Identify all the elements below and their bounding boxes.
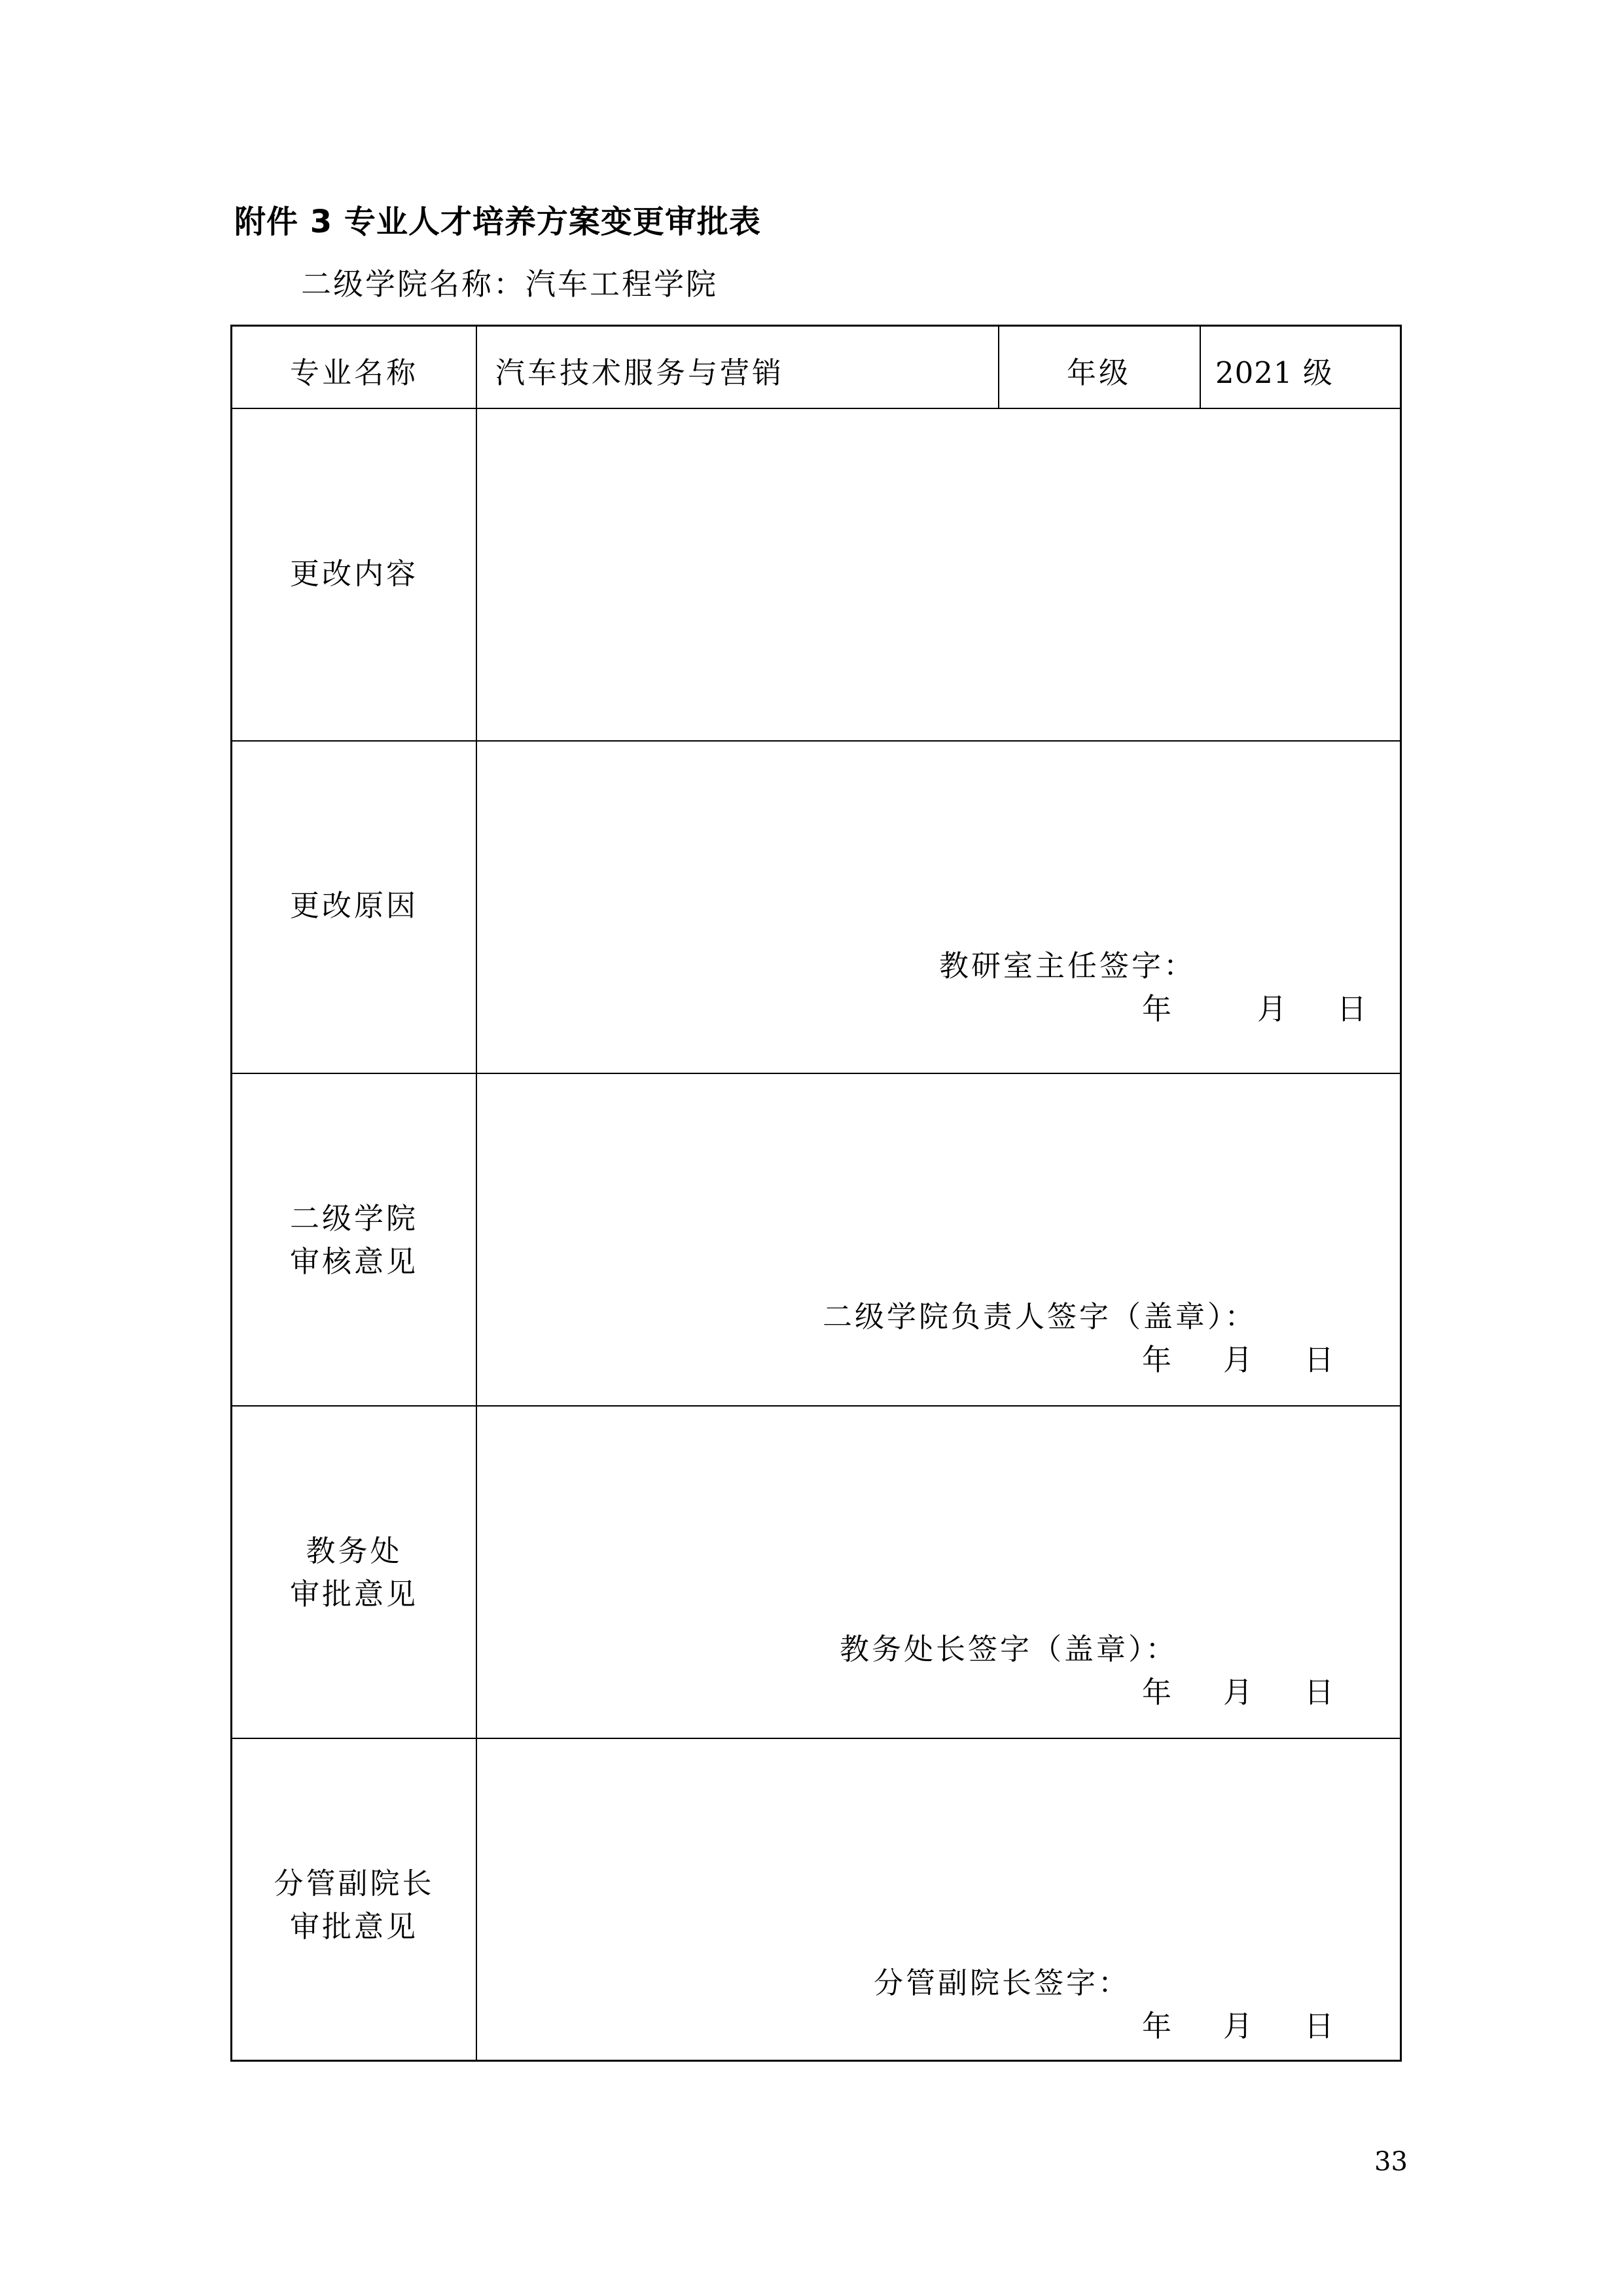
date-day: 日 <box>1304 2009 1334 2043</box>
vice-president-approval-label <box>232 1862 476 1948</box>
date-month: 月 <box>1223 2009 1253 2043</box>
college-review-date <box>1142 1336 1391 1375</box>
date-month: 月 <box>1223 1342 1253 1377</box>
change-reason-label <box>232 884 476 927</box>
page-number: 33 <box>1374 2147 1408 2177</box>
column-divider <box>476 327 477 2061</box>
college-review-label-line1: 二级学院 <box>289 1201 418 1236</box>
academic-affairs-label-line2: 审批意见 <box>289 1577 418 1611</box>
change-reason-date <box>1142 985 1391 1024</box>
vice-president-label-line1: 分管副院长 <box>274 1866 435 1901</box>
college-review-label-line2: 审核意见 <box>289 1244 418 1279</box>
date-year: 年 <box>1142 2009 1172 2043</box>
vice-president-label-line2: 审批意见 <box>289 1909 418 1944</box>
row-divider <box>232 740 1400 742</box>
row-divider <box>232 1405 1400 1407</box>
vice-president-date <box>1142 2002 1391 2041</box>
college-review-label <box>232 1197 476 1283</box>
row-divider <box>232 1073 1400 1074</box>
major-name-value: 汽车技术服务与营销 <box>495 355 785 390</box>
academic-affairs-approval-label <box>232 1530 476 1616</box>
row-divider <box>232 408 1400 409</box>
document-title: 附件 3 专业人才培养方案变更审批表 <box>234 204 761 240</box>
date-month: 月 <box>1257 992 1287 1026</box>
date-year: 年 <box>1142 1675 1172 1710</box>
vice-president-signature: 分管副院长签字： <box>874 1965 1131 2000</box>
date-year: 年 <box>1142 992 1172 1026</box>
row-divider <box>232 1738 1400 1739</box>
date-day: 日 <box>1337 992 1367 1026</box>
date-year: 年 <box>1142 1342 1172 1377</box>
college-name-line: 二级学院名称：汽车工程学院 <box>301 266 718 302</box>
grade-value: 2021 级 <box>1215 355 1333 390</box>
date-day: 日 <box>1304 1675 1334 1710</box>
approval-form-table <box>230 325 1402 2062</box>
grade-label: 年级 <box>1066 355 1131 390</box>
change-reason-label-line: 更改原因 <box>289 888 418 923</box>
college-head-signature: 二级学院负责人签字（盖章）： <box>823 1299 1257 1334</box>
academic-affairs-director-signature: 教务处长签字（盖章）： <box>840 1632 1178 1666</box>
column-divider <box>1200 327 1201 408</box>
academic-affairs-date <box>1142 1668 1391 1708</box>
change-content-label-line: 更改内容 <box>289 556 418 591</box>
date-month: 月 <box>1223 1675 1253 1710</box>
change-content-label <box>232 552 476 596</box>
academic-affairs-label-line1: 教务处 <box>306 1534 402 1568</box>
major-name-label: 专业名称 <box>289 355 418 390</box>
date-day: 日 <box>1304 1342 1334 1377</box>
teaching-office-director-signature: 教研室主任签字： <box>939 948 1196 983</box>
